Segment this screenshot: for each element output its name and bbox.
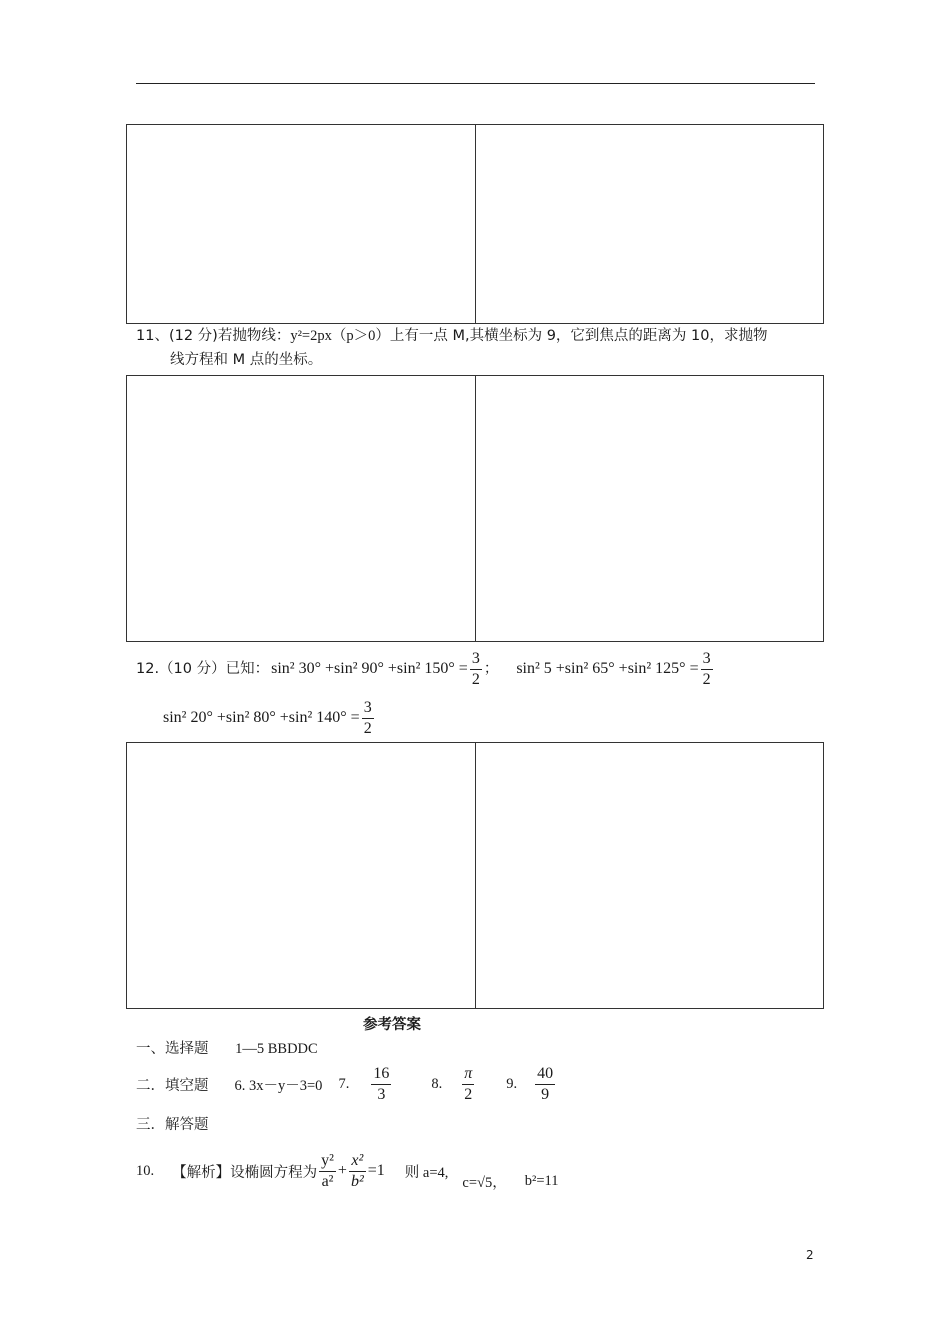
question-12-expression-3: sin² 20° +sin² 80° +sin² 140° = $\frac{3}{2}$: [163, 698, 372, 737]
answer-7-fraction: [371, 1064, 391, 1105]
numerator: 3: [471, 649, 480, 667]
answer-8-label: 8.: [431, 1075, 443, 1092]
answer-10-fraction-1: [319, 1151, 336, 1192]
numerator: 3: [363, 698, 372, 716]
denominator: 3: [371, 1084, 391, 1105]
answer-6: 6. 3x－y－3=0: [234, 1077, 323, 1094]
numerator: x²: [351, 1151, 364, 1169]
answer-box-right: [475, 375, 824, 642]
term: sin² 20°: [163, 709, 213, 726]
denominator: a²: [319, 1171, 336, 1192]
separator: ；: [483, 661, 499, 677]
question-12-expression-1: sin² 30° +sin² 90° +sin² 150° = $\frac{3}{2}$: [271, 649, 480, 688]
fraction-three-halves: [470, 649, 482, 690]
numerator: 3: [702, 649, 711, 667]
answer-10-c: c=√5，: [462, 1174, 507, 1191]
header-rule: [136, 83, 815, 84]
term: +sin² 90°: [325, 659, 384, 677]
equals-one: =1: [367, 1162, 385, 1179]
answer-10-fraction-2: [349, 1151, 366, 1192]
term: sin² 30°: [271, 659, 321, 677]
answer-10: [136, 1146, 558, 1196]
denominator: 9: [535, 1084, 555, 1105]
term: +sin² 140°: [279, 709, 347, 726]
answers-line-choice: [136, 1037, 318, 1058]
numerator: π: [464, 1064, 473, 1082]
term: +sin² 65°: [555, 659, 615, 677]
denominator: 2: [363, 719, 372, 737]
question-11-text-1: 上有一点 M,其横坐标为 9，它到焦点的距离为 10，求抛物: [389, 328, 768, 344]
denominator: 2: [471, 670, 480, 688]
fraction-three-halves: [362, 698, 374, 739]
section-label: 一、选择题: [136, 1041, 209, 1057]
answer-10-text: 【解析】设椭圆方程为: [172, 1164, 318, 1181]
question-11: [136, 325, 767, 347]
answer-box-left: [126, 742, 476, 1009]
answers-title: 参考答案: [363, 1017, 421, 1033]
answer-box-right: [475, 742, 824, 1009]
term: +sin² 150°: [387, 659, 455, 677]
question-12-expression-2: sin² 5 +sin² 65° +sin² 125° = $\frac{3}{2}$: [516, 649, 711, 688]
denominator: 2: [462, 1084, 474, 1105]
answer-9-fraction: [535, 1064, 555, 1105]
answer-box-left: [126, 124, 476, 324]
denominator: 2: [702, 670, 711, 688]
numerator: 16: [373, 1064, 390, 1082]
plus-sign: +: [337, 1162, 347, 1179]
answers-line-solve: 三．解答题: [136, 1117, 209, 1133]
answers-line-fill: [136, 1061, 557, 1107]
question-12: [136, 645, 715, 693]
term: +sin² 125°: [618, 659, 686, 677]
numerator: y²: [321, 1151, 334, 1169]
answer-8-fraction: [462, 1064, 474, 1105]
question-11-line2: 线方程和 M 点的坐标。: [170, 352, 323, 368]
question-11-equation: y²=2px（p＞0）: [290, 328, 390, 344]
numerator: 40: [537, 1064, 554, 1082]
section-label: 二．填空题: [136, 1077, 209, 1094]
answer-10-b: b²=11: [524, 1172, 559, 1189]
fraction-three-halves: [701, 649, 713, 690]
answer-10-label: 10.: [136, 1162, 155, 1179]
denominator: b²: [350, 1172, 364, 1190]
term: +sin² 80°: [216, 709, 276, 726]
answer-box-left: [126, 375, 476, 642]
answer-box-right: [475, 124, 824, 324]
answer-10-a: 则 a=4,: [404, 1164, 449, 1181]
question-12-lead: 12.（10 分）已知：: [136, 661, 270, 677]
choice-answers: 1—5 BBDDC: [235, 1041, 318, 1057]
answer-7-label: 7.: [338, 1075, 350, 1092]
page-number: 2: [806, 1248, 814, 1262]
question-11-lead: 11、(12 分)若抛物线：: [136, 328, 291, 344]
term: sin² 5: [516, 659, 552, 677]
answer-9-label: 9.: [506, 1075, 518, 1092]
